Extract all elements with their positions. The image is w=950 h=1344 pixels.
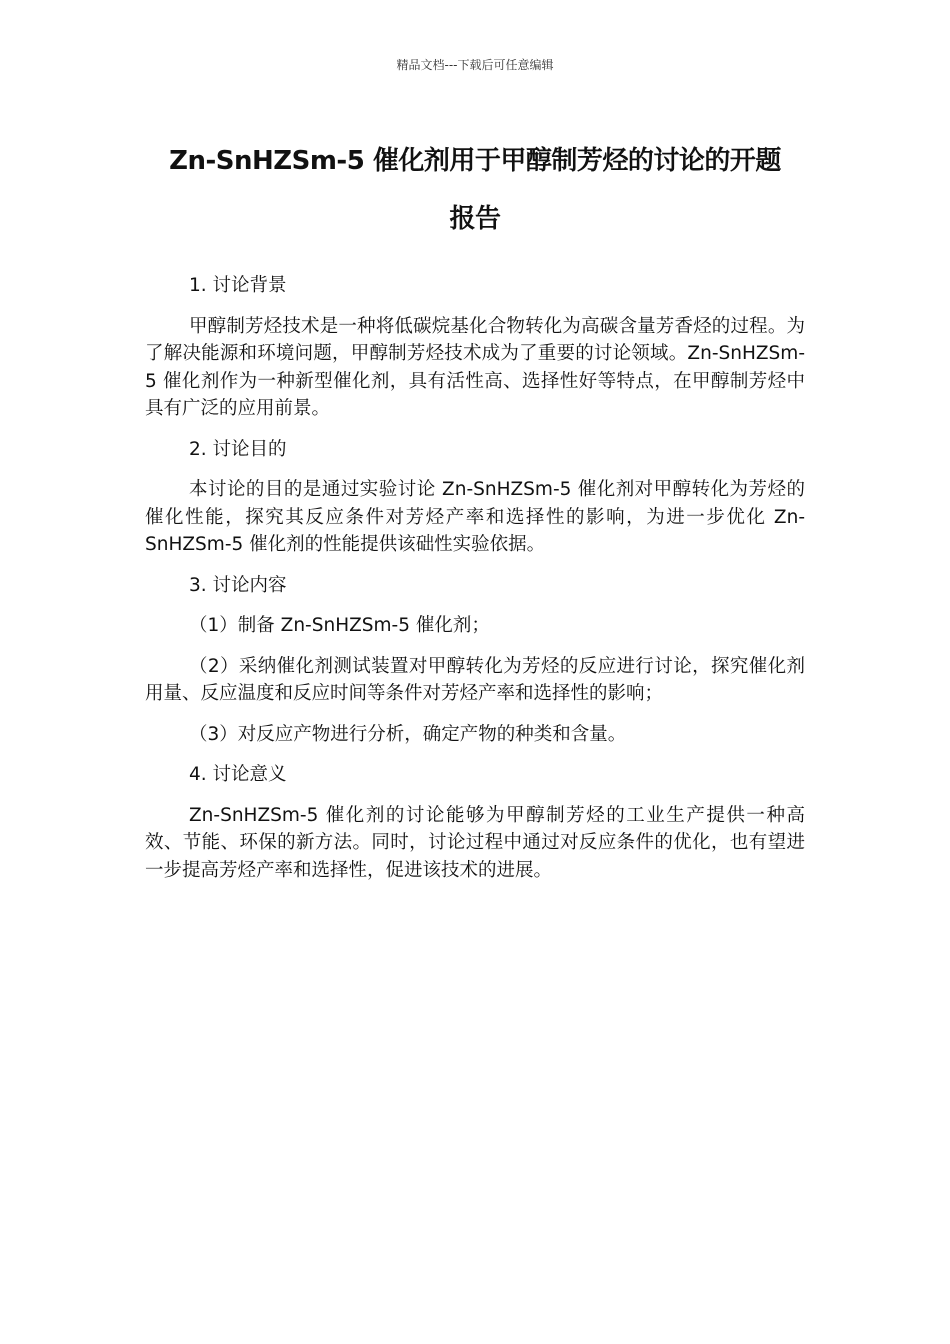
content-item-2: （2）采纳催化剂测试装置对甲醇转化为芳烃的反应进行讨论，探究催化剂用量、反应温度和反应时间等条件对芳烃产率和选择性的影响；	[145, 655, 805, 704]
content-item-1: （1）制备 Zn-SnHZSm-5 催化剂；	[189, 615, 490, 636]
paragraph-purpose: 本讨论的目的是通过实验讨论 Zn-SnHZSm-5 催化剂对甲醇转化为芳烃的催化性能，探究其反应条件对芳烃产率和选择性的影响，为进一步优化 Zn-SnHZSm-5 催化剂的性能提供该础性实验依据。	[145, 479, 805, 555]
document-title	[145, 132, 805, 248]
section-heading-significance: 4. 讨论意义	[189, 764, 287, 785]
section-heading-content: 3. 讨论内容	[189, 574, 287, 596]
title-line-1: Zn-SnHZSm-5 催化剂用于甲醇制芳烃的讨论的开题	[169, 146, 781, 176]
section-heading-background: 1. 讨论背景	[189, 275, 287, 296]
document-body	[145, 272, 805, 897]
paragraph-background: 甲醇制芳烃技术是一种将低碳烷基化合物转化为高碳含量芳香烃的过程。为了解决能源和环境问题，甲醇制芳烃技术成为了重要的讨论领域。Zn-SnHZSm-5 催化剂作为一种新型催化剂，具有活性高、选择性好等特点，在甲醇制芳烃中具有广泛的应用前景。	[145, 315, 805, 419]
paragraph-significance: Zn-SnHZSm-5 催化剂的讨论能够为甲醇制芳烃的工业生产提供一种高效、节能、环保的新方法。同时，讨论过程中通过对反应条件的优化，也有望进一步提高芳烃产率和选择性，促进该技术的进展。	[145, 804, 805, 881]
page-header: 精品文档---下载后可任意编辑	[396, 58, 554, 72]
content-item-3: （3）对反应产物进行分析，确定产物的种类和含量。	[189, 723, 627, 745]
title-line-2: 报告	[449, 204, 501, 234]
section-heading-purpose: 2. 讨论目的	[189, 438, 287, 460]
